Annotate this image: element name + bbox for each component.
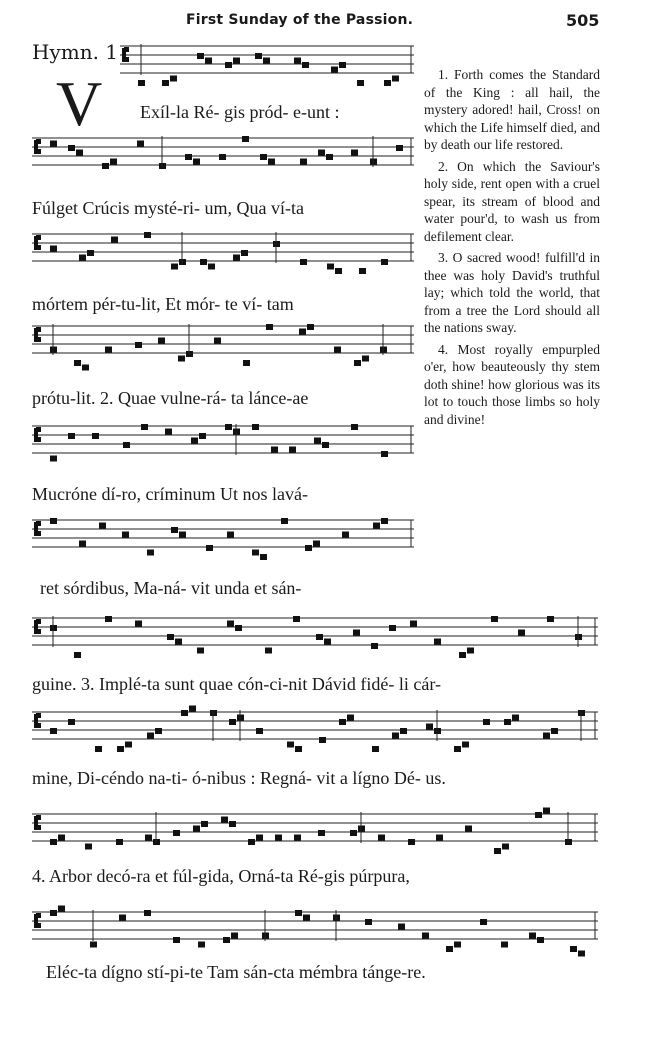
neume [547,616,554,622]
neume [170,76,177,82]
neume [193,826,200,832]
neume [200,259,207,265]
neume [454,746,461,752]
chant-staff [120,40,414,88]
c-clef [36,815,41,820]
neume [74,360,81,366]
neume [260,154,267,160]
neume [111,237,118,243]
neume [271,447,278,453]
neume [462,742,469,748]
neume [50,141,57,147]
neume [381,259,388,265]
neume [173,830,180,836]
neume [543,808,550,814]
neume [578,951,585,957]
neume [318,150,325,156]
neume [354,360,361,366]
neume [256,728,263,734]
neume [68,433,75,439]
lyric-line: mine, Di-céndo na-ti- ó-nibus : Regná- vit a lígno Dé- us. [32,768,446,788]
lyric-line: prótu-lit. 2. Quae vulne-rá- ta lánce-ae [32,388,309,408]
neume [446,946,453,952]
lyric-line: ret sórdibus, Ma-ná- vit unda et sán- [40,578,302,598]
neume [76,150,83,156]
neume [289,447,296,453]
neume [201,821,208,827]
chant-staff [32,228,414,276]
neume [287,742,294,748]
neume [327,264,334,270]
neume [158,338,165,344]
neume [494,848,501,854]
neume [219,154,226,160]
neume [95,746,102,752]
neume [175,639,182,645]
neume [122,532,129,538]
neume [396,145,403,151]
neume [58,835,65,841]
neume [300,259,307,265]
neume [50,456,57,462]
neume [372,746,379,752]
neume [570,946,577,952]
neume [392,733,399,739]
neume [206,545,213,551]
neume [144,910,151,916]
neume [350,830,357,836]
neume [165,429,172,435]
neume [50,728,57,734]
neume [512,715,519,721]
neume [265,648,272,654]
neume [225,424,232,430]
neume [255,53,262,59]
neume [87,250,94,256]
neume [378,835,385,841]
running-title: First Sunday of the Passion. [186,12,414,28]
neume [135,621,142,627]
neume [529,933,536,939]
neume [227,621,234,627]
neume [384,80,391,86]
neume [335,268,342,274]
neume [537,937,544,943]
neume [362,356,369,362]
neume [365,919,372,925]
neume [171,264,178,270]
neume [162,80,169,86]
neume [223,937,230,943]
chant-staff [32,420,414,468]
neume [326,154,333,160]
c-clef [36,629,41,634]
neume [125,742,132,748]
c-clef [36,521,41,526]
neume [205,58,212,64]
neume [305,545,312,551]
neume [347,715,354,721]
neume [229,719,236,725]
neume [117,746,124,752]
translation-verse: 4. Most royally empurpled o'er, how beauteously thy stem doth shine! how glorious was its lot to touch those limbs so holy and divine! [424,341,600,427]
neume [299,329,306,335]
neume [214,338,221,344]
neume [197,53,204,59]
neume [208,264,215,270]
neume [373,523,380,529]
chant-staff [32,320,414,368]
neume [263,58,270,64]
neume [171,527,178,533]
neume [339,719,346,725]
neume [351,150,358,156]
neume [123,442,130,448]
neume [313,541,320,547]
neume [147,550,154,556]
neume [324,639,331,645]
neume [398,924,405,930]
neume [351,424,358,430]
hymn-label: Hymn. 1 [32,40,119,64]
neume [50,839,57,845]
neume [197,648,204,654]
neume [318,830,325,836]
neume [339,62,346,68]
neume [381,518,388,524]
c-clef [36,531,41,536]
neume [58,906,65,912]
neume [319,737,326,743]
neume [231,933,238,939]
neume [293,616,300,622]
neume [145,835,152,841]
neume [342,532,349,538]
chant-staff [32,808,598,856]
neume [294,835,301,841]
neume [90,942,97,948]
neume [459,652,466,658]
neume [353,630,360,636]
c-clef [36,149,41,154]
neume [167,634,174,640]
neume [181,710,188,716]
neume [436,835,443,841]
c-clef [36,427,41,432]
neume [465,826,472,832]
c-clef [124,57,129,62]
neume [102,163,109,169]
neume [295,910,302,916]
neume [138,80,145,86]
lyric-line: 4. Arbor decó-ra et fúl-gida, Orná-ta Ré-gis púrpura, [32,866,410,886]
neume [155,728,162,734]
neume [252,424,259,430]
translation-verse: 3. O sacred wood! fulfill'd in thee was holy David's truthful lay; which told the world, that from a tree the Lord should all the nations sway. [424,250,600,335]
neume [185,154,192,160]
neume [260,554,267,560]
neume [179,532,186,538]
neume [199,433,206,439]
neume [359,268,366,274]
neume [229,821,236,827]
chant-staff [32,132,414,180]
page-number: 505 [566,11,600,30]
neume [483,719,490,725]
neume [252,550,259,556]
c-clef [36,437,41,442]
neume [235,625,242,631]
neume [233,255,240,261]
c-clef [36,139,41,144]
lyric-line: mórtem pér-tu-lit, Et mór- te ví- tam [32,294,294,314]
neume [256,835,263,841]
neume [300,159,307,165]
neume [119,915,126,921]
lyric-line: guine. 3. Implé-ta sunt quae cón-ci-nit Dávid fidé- li cár- [32,674,441,694]
translation-verse: 1. Forth comes the Standard of the King : all hail, the mystery adored! hail, Cross! on which the Life himself died, and by death our life restored. [424,67,600,152]
neume [392,76,399,82]
c-clef [36,245,41,250]
neume [74,652,81,658]
neume [243,360,250,366]
neume [535,812,542,818]
neume [400,728,407,734]
neume [501,942,508,948]
c-clef [36,337,41,342]
neume [68,145,75,151]
neume [504,719,511,725]
neume [221,817,228,823]
neume [314,438,321,444]
neume [241,250,248,256]
neume [422,933,429,939]
neume [551,728,558,734]
lyric-line: Mucróne dí-ro, críminum Ut nos lavá- [32,484,308,504]
neume [266,324,273,330]
c-clef [36,619,41,624]
neume [518,630,525,636]
neume [302,62,309,68]
neume [295,746,302,752]
neume [191,438,198,444]
english-translation [424,66,600,432]
neume [82,365,89,371]
neume [248,839,255,845]
neume [189,706,196,712]
neume [198,942,205,948]
neume [225,62,232,68]
neume [389,625,396,631]
neume [50,246,57,252]
c-clef [36,327,41,332]
chant-staff [32,612,598,660]
neume [434,639,441,645]
neume [491,616,498,622]
neume [92,433,99,439]
neume [334,347,341,353]
neume [68,719,75,725]
neume [50,518,57,524]
chant-staff [32,706,598,754]
neume [281,518,288,524]
neume [371,643,378,649]
neume [233,58,240,64]
lyric-line: Eléc-ta dígno stí-pi-te Tam sán-cta mémbra tánge-re. [46,962,426,982]
neume [141,424,148,430]
neume [410,621,417,627]
neume [381,451,388,457]
neume [331,67,338,73]
neume [543,733,550,739]
c-clef [36,235,41,240]
neume [193,159,200,165]
neume [303,915,310,921]
neume [144,232,151,238]
neume [105,616,112,622]
translation-verse: 2. On which the Saviour's holy side, rent open with a cruel spear, its stream of blood and water pour'd, to wash us from defilement clear. [424,158,600,244]
neume [242,136,249,142]
neume [137,141,144,147]
neume [79,255,86,261]
c-clef [124,47,129,52]
c-clef [36,723,41,728]
c-clef [36,825,41,830]
neume [147,733,154,739]
neume [480,919,487,925]
neume [454,942,461,948]
c-clef [36,923,41,928]
neume [79,541,86,547]
neume [322,442,329,448]
neume [85,844,92,850]
neume [408,839,415,845]
neume [99,523,106,529]
neume [294,58,301,64]
chant-staff [32,906,598,954]
neume [502,844,509,850]
c-clef [36,713,41,718]
neume [275,835,282,841]
neume [105,347,112,353]
chant-staff [32,514,414,562]
lyric-line: Fúlget Crúcis mysté-ri- um, Qua ví-ta [32,198,304,218]
neume [426,724,433,730]
neume [116,839,123,845]
neume [307,324,314,330]
neume [50,910,57,916]
drop-initial: V [56,68,103,139]
neume [227,532,234,538]
neume [178,356,185,362]
neume [110,159,117,165]
neume [135,342,142,348]
page-header [0,8,660,32]
neume [316,634,323,640]
neume [173,937,180,943]
neume [268,159,275,165]
neume [467,648,474,654]
c-clef [36,913,41,918]
neume [357,80,364,86]
lyric-line: Exíl-la Ré- gis pród- e-unt : [140,102,340,122]
